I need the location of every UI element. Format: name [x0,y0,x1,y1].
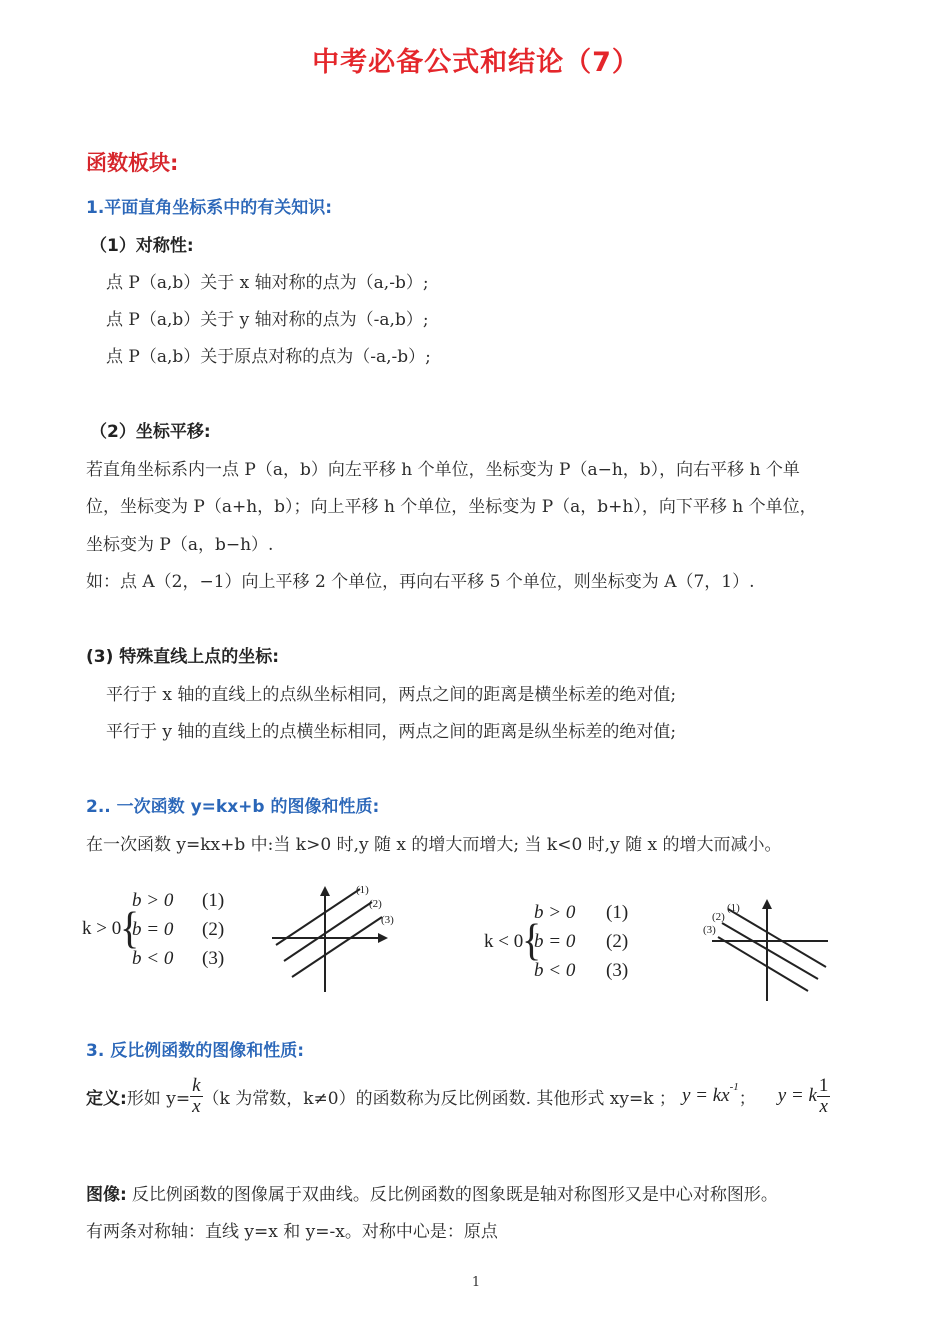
line-label: (2) [369,898,382,910]
fraction-denominator: x [819,1095,828,1117]
symmetry-line-origin: 点 P（a,b）关于原点对称的点为（-a,-b）; [106,347,431,367]
case-number: (3) [202,948,225,969]
case-number: (2) [202,919,225,940]
graph-decreasing-lines [700,895,840,1005]
case-brace: { [120,902,140,953]
page-number: 1 [471,1275,481,1290]
y-axis-arrow [762,899,772,909]
form-k-times-reciprocal: y = k [777,1085,817,1106]
case-condition: b < 0 [534,960,576,981]
fraction-numerator: k [192,1074,201,1096]
exponent: -1 [729,1081,739,1093]
case-condition: b < 0 [132,948,174,969]
special-line-parallel-y: 平行于 y 轴的直线上的点横坐标相同，两点之间的距离是纵坐标差的绝对值; [106,722,677,742]
line-label: (1) [727,902,740,914]
line-label: (1) [356,884,369,896]
definition-line [86,1073,830,1119]
line-1 [728,909,826,967]
section-heading-function: 函数板块: [86,151,179,175]
definition-label: 定义: [86,1088,127,1109]
line-label: (3) [703,924,716,936]
fraction-numerator: 1 [818,1074,829,1096]
case-condition: b > 0 [132,890,174,911]
line-3 [718,937,808,991]
fraction-denominator: x [192,1095,201,1117]
line-1 [276,889,360,945]
subsection-coordinate-system: 1.平面直角坐标系中的有关知识: [86,198,333,218]
image-label: 图像: [86,1185,127,1205]
special-line-parallel-x: 平行于 x 轴的直线上的点纵坐标相同，两点之间的距离是横坐标差的绝对值; [106,685,677,705]
translation-line: 若直角坐标系内一点 P（a，b）向左平移 h 个单位，坐标变为 P（a−h，b），向右平移 h 个单 [86,460,800,480]
case-condition: b = 0 [534,931,576,952]
translation-line: 位，坐标变为 P（a+h，b）；向上平移 h 个单位，坐标变为 P（a，b+h），向下平移 h 个单位， [86,497,817,517]
line-label: (2) [712,911,725,923]
case-condition: b > 0 [534,902,576,923]
line-label: (3) [381,914,394,926]
translation-heading: （2）坐标平移: [90,422,211,442]
case-number: (1) [606,902,629,923]
special-lines-heading: (3) 特殊直线上点的坐标: [86,647,280,667]
symmetry-line-y-axis: 点 P（a,b）关于 y 轴对称的点为（-a,b）; [106,310,429,330]
fraction-1-over-x [817,1076,831,1117]
image-text: 反比例函数的图像属于双曲线。反比例函数的图象既是轴对称图形又是中心对称图形。 [131,1185,778,1205]
y-axis-arrow [320,886,330,896]
line-2 [722,923,818,979]
x-axis-arrow [378,933,388,943]
graph-increasing-lines [268,880,408,995]
translation-example: 如：点 A（2，−1）向上平移 2 个单位，再向右平移 5 个单位，则坐标变为 A（7，1）. [86,572,755,592]
symmetry-heading: （1）对称性: [90,236,194,256]
case-number: (1) [202,890,225,911]
definition-text: （k 为常数，k≠0）的函数称为反比例函数. 其他形式 xy=k ； [202,1088,676,1109]
fraction-k-over-x [190,1076,202,1117]
case-k-positive-label: k > 0 [82,918,122,939]
image-line [86,1180,778,1205]
case-brace: { [522,914,542,965]
form-kx-power: y = kx [681,1085,730,1106]
separator: ； [738,1088,756,1109]
translation-line: 坐标变为 P（a，b−h）. [86,535,274,555]
case-number: (3) [606,960,629,981]
linear-function-description: 在一次函数 y=kx+b 中:当 k>0 时,y 随 x 的增大而增大; 当 k<0 时,y 随 x 的增大而减小。 [86,835,782,855]
case-number: (2) [606,931,629,952]
subsection-linear-function: 2.. 一次函数 y=kx+b 的图像和性质: [86,797,380,817]
symmetry-line-x-axis: 点 P（a,b）关于 x 轴对称的点为（a,-b）; [106,273,429,293]
symmetry-axes-text: 有两条对称轴：直线 y=x 和 y=-x。对称中心是：原点 [86,1222,498,1242]
page-title: 中考必备公式和结论（7） [312,47,640,78]
definition-text: 形如 y= [126,1088,191,1109]
subsection-inverse-proportion: 3. 反比例函数的图像和性质: [86,1041,305,1061]
case-k-negative-label: k < 0 [484,931,524,952]
case-condition: b = 0 [132,919,174,940]
